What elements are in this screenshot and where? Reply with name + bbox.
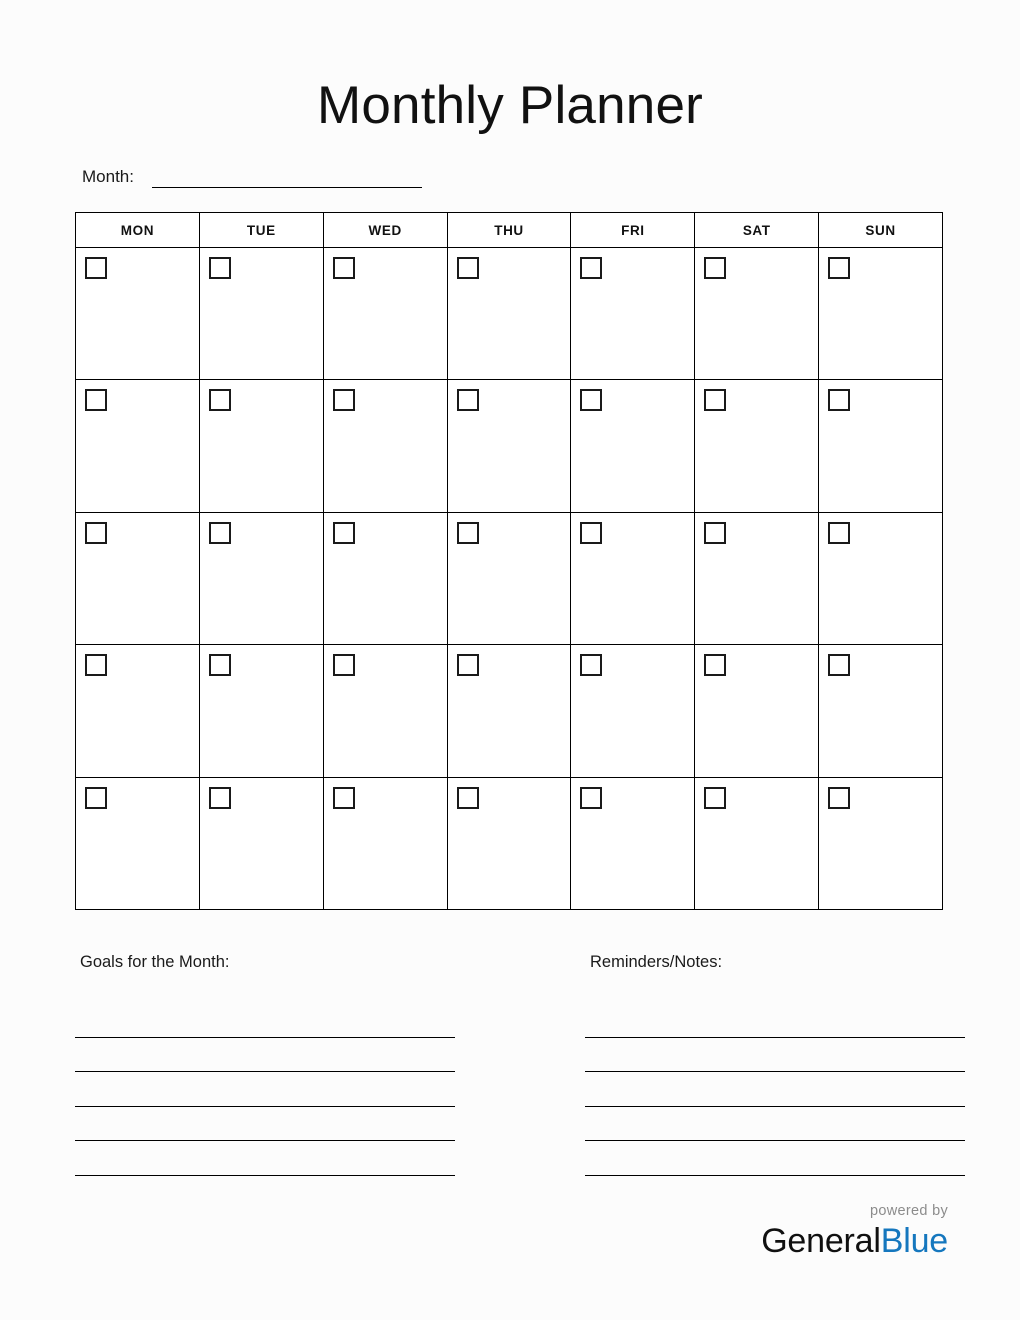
calendar-body xyxy=(76,248,942,909)
calendar-day-cell[interactable] xyxy=(200,248,324,379)
calendar-day-cell[interactable] xyxy=(76,248,200,379)
reminders-section xyxy=(515,952,955,1176)
write-in-line[interactable] xyxy=(585,1038,965,1073)
calendar-day-cell[interactable] xyxy=(571,513,695,644)
calendar-day-cell[interactable] xyxy=(200,778,324,909)
calendar-day-cell[interactable] xyxy=(324,380,448,511)
calendar-day-cell[interactable] xyxy=(200,513,324,644)
brand-footer xyxy=(761,1204,948,1259)
write-in-line[interactable] xyxy=(75,1141,455,1176)
day-checkbox-icon[interactable] xyxy=(85,654,107,676)
calendar-day-cell[interactable] xyxy=(819,248,942,379)
write-in-line[interactable] xyxy=(75,1003,455,1038)
day-checkbox-icon[interactable] xyxy=(580,787,602,809)
day-checkbox-icon[interactable] xyxy=(85,389,107,411)
calendar-day-cell[interactable] xyxy=(571,778,695,909)
calendar-day-cell[interactable] xyxy=(200,380,324,511)
weekday-header-sat: SAT xyxy=(695,213,819,247)
calendar-day-cell[interactable] xyxy=(324,248,448,379)
calendar-grid xyxy=(75,212,943,910)
calendar-day-cell[interactable] xyxy=(448,248,572,379)
day-checkbox-icon[interactable] xyxy=(85,787,107,809)
day-checkbox-icon[interactable] xyxy=(580,522,602,544)
day-checkbox-icon[interactable] xyxy=(580,257,602,279)
calendar-day-cell[interactable] xyxy=(695,513,819,644)
month-field-row xyxy=(82,164,422,188)
day-checkbox-icon[interactable] xyxy=(580,389,602,411)
calendar-day-cell[interactable] xyxy=(76,513,200,644)
powered-by-label: powered by xyxy=(870,1202,948,1219)
logo-word-blue: Blue xyxy=(880,1222,948,1260)
calendar-day-cell[interactable] xyxy=(324,645,448,776)
month-label: Month: xyxy=(82,166,134,186)
day-checkbox-icon[interactable] xyxy=(209,257,231,279)
calendar-day-cell[interactable] xyxy=(695,645,819,776)
calendar-day-cell[interactable] xyxy=(695,778,819,909)
day-checkbox-icon[interactable] xyxy=(457,257,479,279)
day-checkbox-icon[interactable] xyxy=(209,654,231,676)
calendar-day-cell[interactable] xyxy=(76,380,200,511)
calendar-header-row xyxy=(76,213,942,248)
calendar-day-cell[interactable] xyxy=(819,645,942,776)
day-checkbox-icon[interactable] xyxy=(85,257,107,279)
calendar-day-cell[interactable] xyxy=(448,645,572,776)
day-checkbox-icon[interactable] xyxy=(333,522,355,544)
logo-word-general: General xyxy=(761,1222,881,1260)
day-checkbox-icon[interactable] xyxy=(704,654,726,676)
day-checkbox-icon[interactable] xyxy=(457,522,479,544)
day-checkbox-icon[interactable] xyxy=(704,787,726,809)
day-checkbox-icon[interactable] xyxy=(704,257,726,279)
day-checkbox-icon[interactable] xyxy=(85,522,107,544)
calendar-day-cell[interactable] xyxy=(571,380,695,511)
calendar-day-cell[interactable] xyxy=(448,513,572,644)
day-checkbox-icon[interactable] xyxy=(333,787,355,809)
calendar-day-cell[interactable] xyxy=(695,248,819,379)
calendar-week-row xyxy=(76,513,942,645)
day-checkbox-icon[interactable] xyxy=(828,257,850,279)
write-in-line[interactable] xyxy=(75,1072,455,1107)
weekday-header-thu: THU xyxy=(448,213,572,247)
weekday-header-mon: MON xyxy=(76,213,200,247)
write-in-line[interactable] xyxy=(585,1003,965,1038)
calendar-week-row xyxy=(76,645,942,777)
calendar-day-cell[interactable] xyxy=(448,778,572,909)
day-checkbox-icon[interactable] xyxy=(457,787,479,809)
calendar-day-cell[interactable] xyxy=(200,645,324,776)
day-checkbox-icon[interactable] xyxy=(828,389,850,411)
reminders-lines xyxy=(585,1003,955,1176)
write-in-line[interactable] xyxy=(75,1107,455,1142)
bottom-sections xyxy=(75,952,955,1176)
day-checkbox-icon[interactable] xyxy=(828,654,850,676)
day-checkbox-icon[interactable] xyxy=(580,654,602,676)
day-checkbox-icon[interactable] xyxy=(333,389,355,411)
weekday-header-sun: SUN xyxy=(865,222,896,238)
weekday-header-wed: WED xyxy=(324,213,448,247)
calendar-week-row xyxy=(76,778,942,909)
write-in-line[interactable] xyxy=(585,1072,965,1107)
day-checkbox-icon[interactable] xyxy=(457,654,479,676)
day-checkbox-icon[interactable] xyxy=(333,257,355,279)
calendar-day-cell[interactable] xyxy=(448,380,572,511)
day-checkbox-icon[interactable] xyxy=(209,787,231,809)
goals-section xyxy=(75,952,515,1176)
day-checkbox-icon[interactable] xyxy=(704,522,726,544)
calendar-day-cell[interactable] xyxy=(76,778,200,909)
calendar-week-row xyxy=(76,248,942,380)
calendar-day-cell[interactable] xyxy=(571,645,695,776)
month-input[interactable] xyxy=(152,164,422,188)
day-checkbox-icon[interactable] xyxy=(333,654,355,676)
day-checkbox-icon[interactable] xyxy=(828,787,850,809)
day-checkbox-icon[interactable] xyxy=(209,389,231,411)
weekday-header-tue: TUE xyxy=(200,213,324,247)
day-checkbox-icon[interactable] xyxy=(828,522,850,544)
goals-heading: Goals for the Month: xyxy=(80,953,230,971)
goals-lines xyxy=(75,1003,515,1176)
calendar-week-row xyxy=(76,380,942,512)
day-checkbox-icon[interactable] xyxy=(457,389,479,411)
day-checkbox-icon[interactable] xyxy=(209,522,231,544)
calendar-day-cell[interactable] xyxy=(324,513,448,644)
calendar-day-cell[interactable] xyxy=(324,778,448,909)
day-checkbox-icon[interactable] xyxy=(704,389,726,411)
reminders-heading: Reminders/Notes: xyxy=(590,953,723,971)
weekday-header-fri: FRI xyxy=(571,213,695,247)
calendar-day-cell[interactable] xyxy=(819,778,942,909)
write-in-line[interactable] xyxy=(75,1038,455,1073)
generalblue-logo xyxy=(761,1224,948,1258)
calendar-day-cell[interactable] xyxy=(571,248,695,379)
write-in-line[interactable] xyxy=(585,1141,965,1176)
calendar-day-cell[interactable] xyxy=(819,380,942,511)
write-in-line[interactable] xyxy=(585,1107,965,1142)
calendar-day-cell[interactable] xyxy=(695,380,819,511)
calendar-day-cell[interactable] xyxy=(819,513,942,644)
page-title: Monthly Planner xyxy=(317,76,703,135)
calendar-day-cell[interactable] xyxy=(76,645,200,776)
